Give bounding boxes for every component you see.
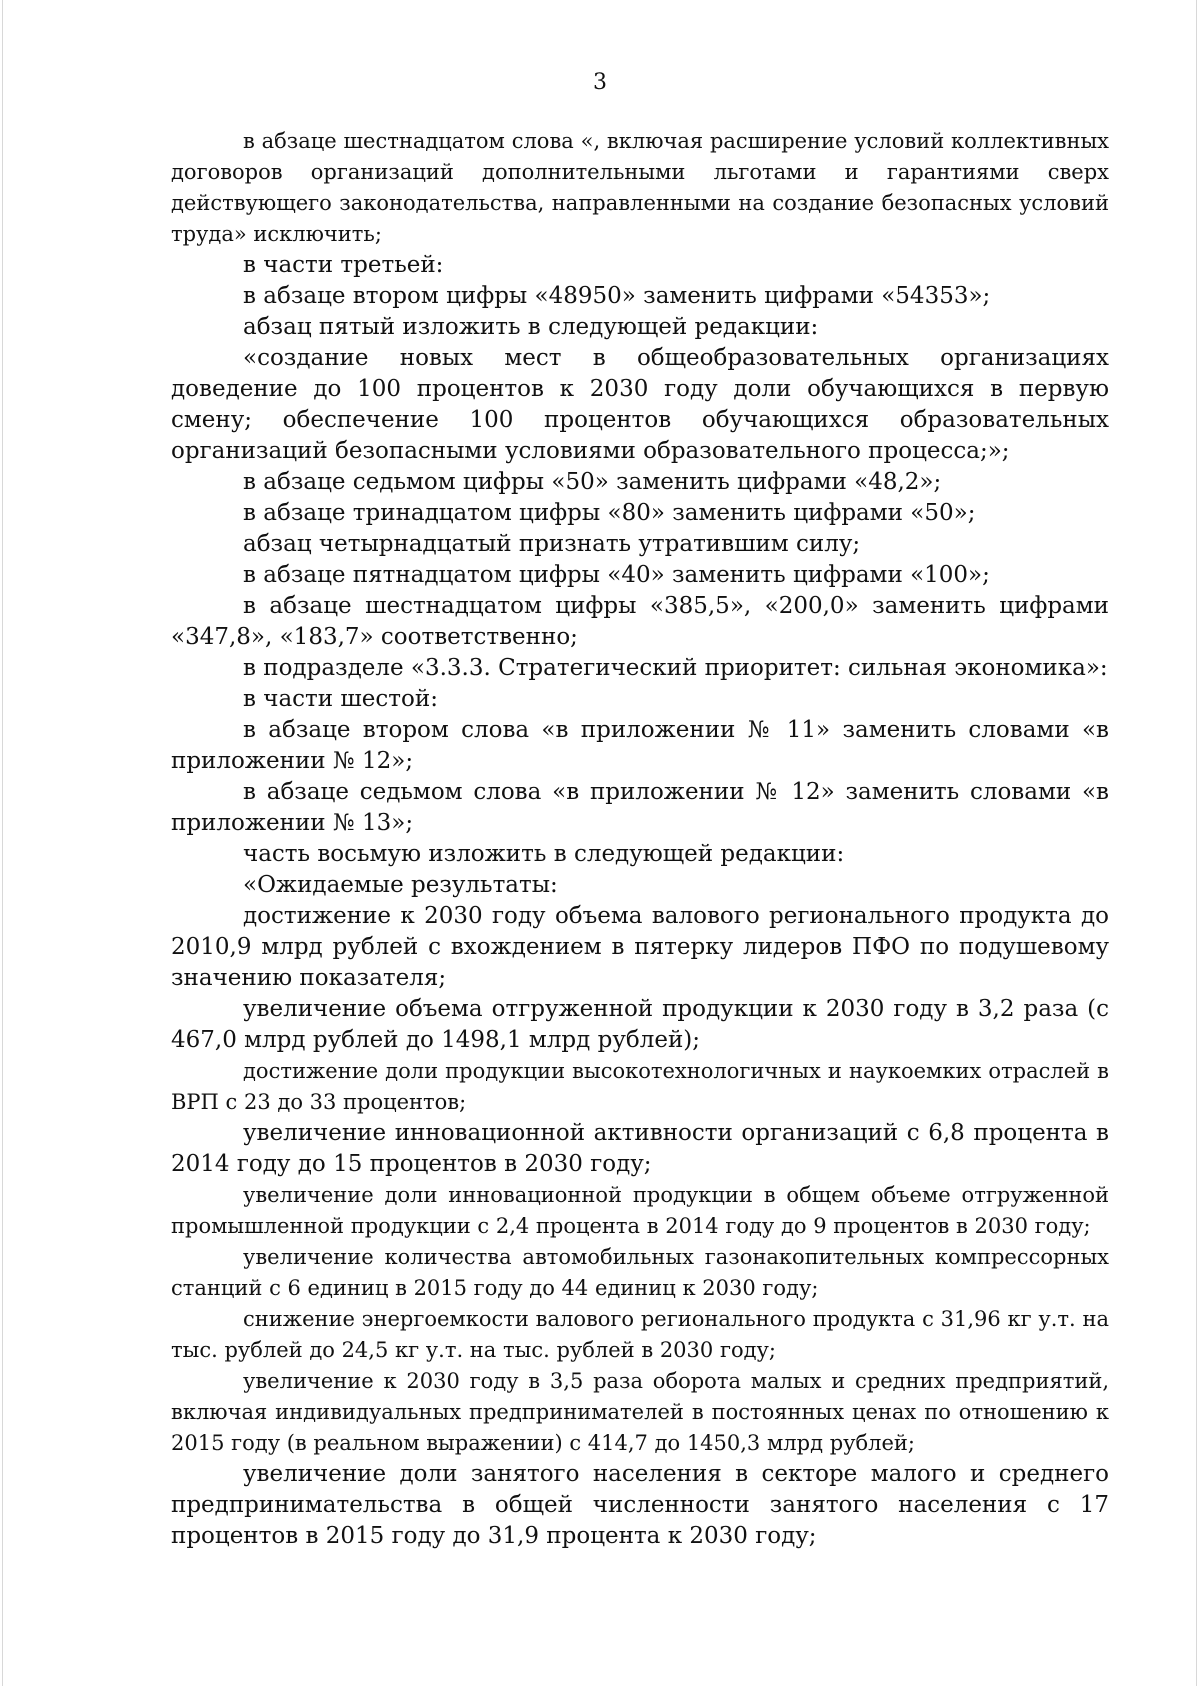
page-number: 3 bbox=[593, 70, 607, 95]
paragraph: «создание новых мест в общеобразовательных организациях доведение до 100 процентов к 2030 году доли обучающихся в первую смену; обеспечение 100 процентов обучающихся образовательных организаций безопасными условиями образовательного процесса;»; bbox=[171, 345, 1109, 464]
paragraph: в абзаце седьмом слова «в приложении № 12» заменить словами «в приложении № 13»; bbox=[171, 779, 1109, 836]
scan-right-edge bbox=[1196, 0, 1197, 1686]
paragraph: в абзаце седьмом цифры «50» заменить цифрами «48,2»; bbox=[243, 469, 942, 495]
paragraph: часть восьмую изложить в следующей редакции: bbox=[243, 841, 845, 867]
paragraph: снижение энергоемкости валового регионального продукта с 31,96 кг у.т. на тыс. рублей до 24,5 кг у.т. на тыс. рублей в 2030 году; bbox=[171, 1307, 1109, 1362]
paragraph: увеличение доли инновационной продукции в общем объеме отгруженной промышленной продукции с 2,4 процента в 2014 году до 9 процентов в 2030 году; bbox=[171, 1183, 1109, 1238]
paragraph: достижение к 2030 году объема валового регионального продукта до 2010,9 млрд рублей с вхождением в пятерку лидеров ПФО по подушевому значению показателя; bbox=[171, 903, 1109, 991]
paragraph: в абзаце втором слова «в приложении № 11» заменить словами «в приложении № 12»; bbox=[171, 717, 1109, 774]
paragraph: в абзаце шестнадцатом цифры «385,5», «200,0» заменить цифрами «347,8», «183,7» соответственно; bbox=[171, 593, 1109, 650]
paragraph: в абзаце втором цифры «48950» заменить цифрами «54353»; bbox=[243, 283, 991, 309]
paragraph: абзац пятый изложить в следующей редакции: bbox=[243, 314, 819, 340]
paragraph: в абзаце шестнадцатом слова «, включая расширение условий коллективных договоров организаций дополнительными льготами и гарантиями сверх действующего законодательства, направленными на создание безопасных условий труда» исключить; bbox=[171, 129, 1109, 246]
paragraph: в абзаце пятнадцатом цифры «40» заменить цифрами «100»; bbox=[243, 562, 990, 588]
paragraph: достижение доли продукции высокотехнологичных и наукоемких отраслей в ВРП с 23 до 33 процентов; bbox=[171, 1059, 1109, 1114]
paragraph: в подразделе «3.3.3. Стратегический приоритет: сильная экономика»: bbox=[243, 655, 1108, 681]
paragraph: абзац четырнадцатый признать утратившим силу; bbox=[243, 531, 861, 557]
paragraph: в абзаце тринадцатом цифры «80» заменить цифрами «50»; bbox=[243, 500, 976, 526]
scan-left-edge bbox=[2, 0, 3, 1686]
paragraph: увеличение инновационной активности организаций с 6,8 процента в 2014 году до 15 процентов в 2030 году; bbox=[171, 1120, 1109, 1177]
paragraph: в части шестой: bbox=[243, 686, 438, 712]
paragraph: увеличение к 2030 году в 3,5 раза оборота малых и средних предприятий, включая индивидуальных предпринимателей в постоянных ценах по отношению к 2015 году (в реальном выражении) с 414,7 до 1450,3 млрд рублей; bbox=[171, 1369, 1109, 1455]
paragraph: увеличение количества автомобильных газонакопительных компрессорных станций с 6 единиц в 2015 году до 44 единиц к 2030 году; bbox=[171, 1245, 1109, 1300]
paragraph: увеличение объема отгруженной продукции к 2030 году в 3,2 раза (с 467,0 млрд рублей до 1498,1 млрд рублей); bbox=[171, 996, 1109, 1053]
paragraph: в части третьей: bbox=[243, 252, 444, 278]
paragraph: увеличение доли занятого населения в секторе малого и среднего предпринимательства в общей численности занятого населения с 17 процентов в 2015 году до 31,9 процента к 2030 году; bbox=[171, 1461, 1109, 1549]
document-body bbox=[171, 126, 1109, 1552]
paragraph: «Ожидаемые результаты: bbox=[243, 872, 558, 898]
